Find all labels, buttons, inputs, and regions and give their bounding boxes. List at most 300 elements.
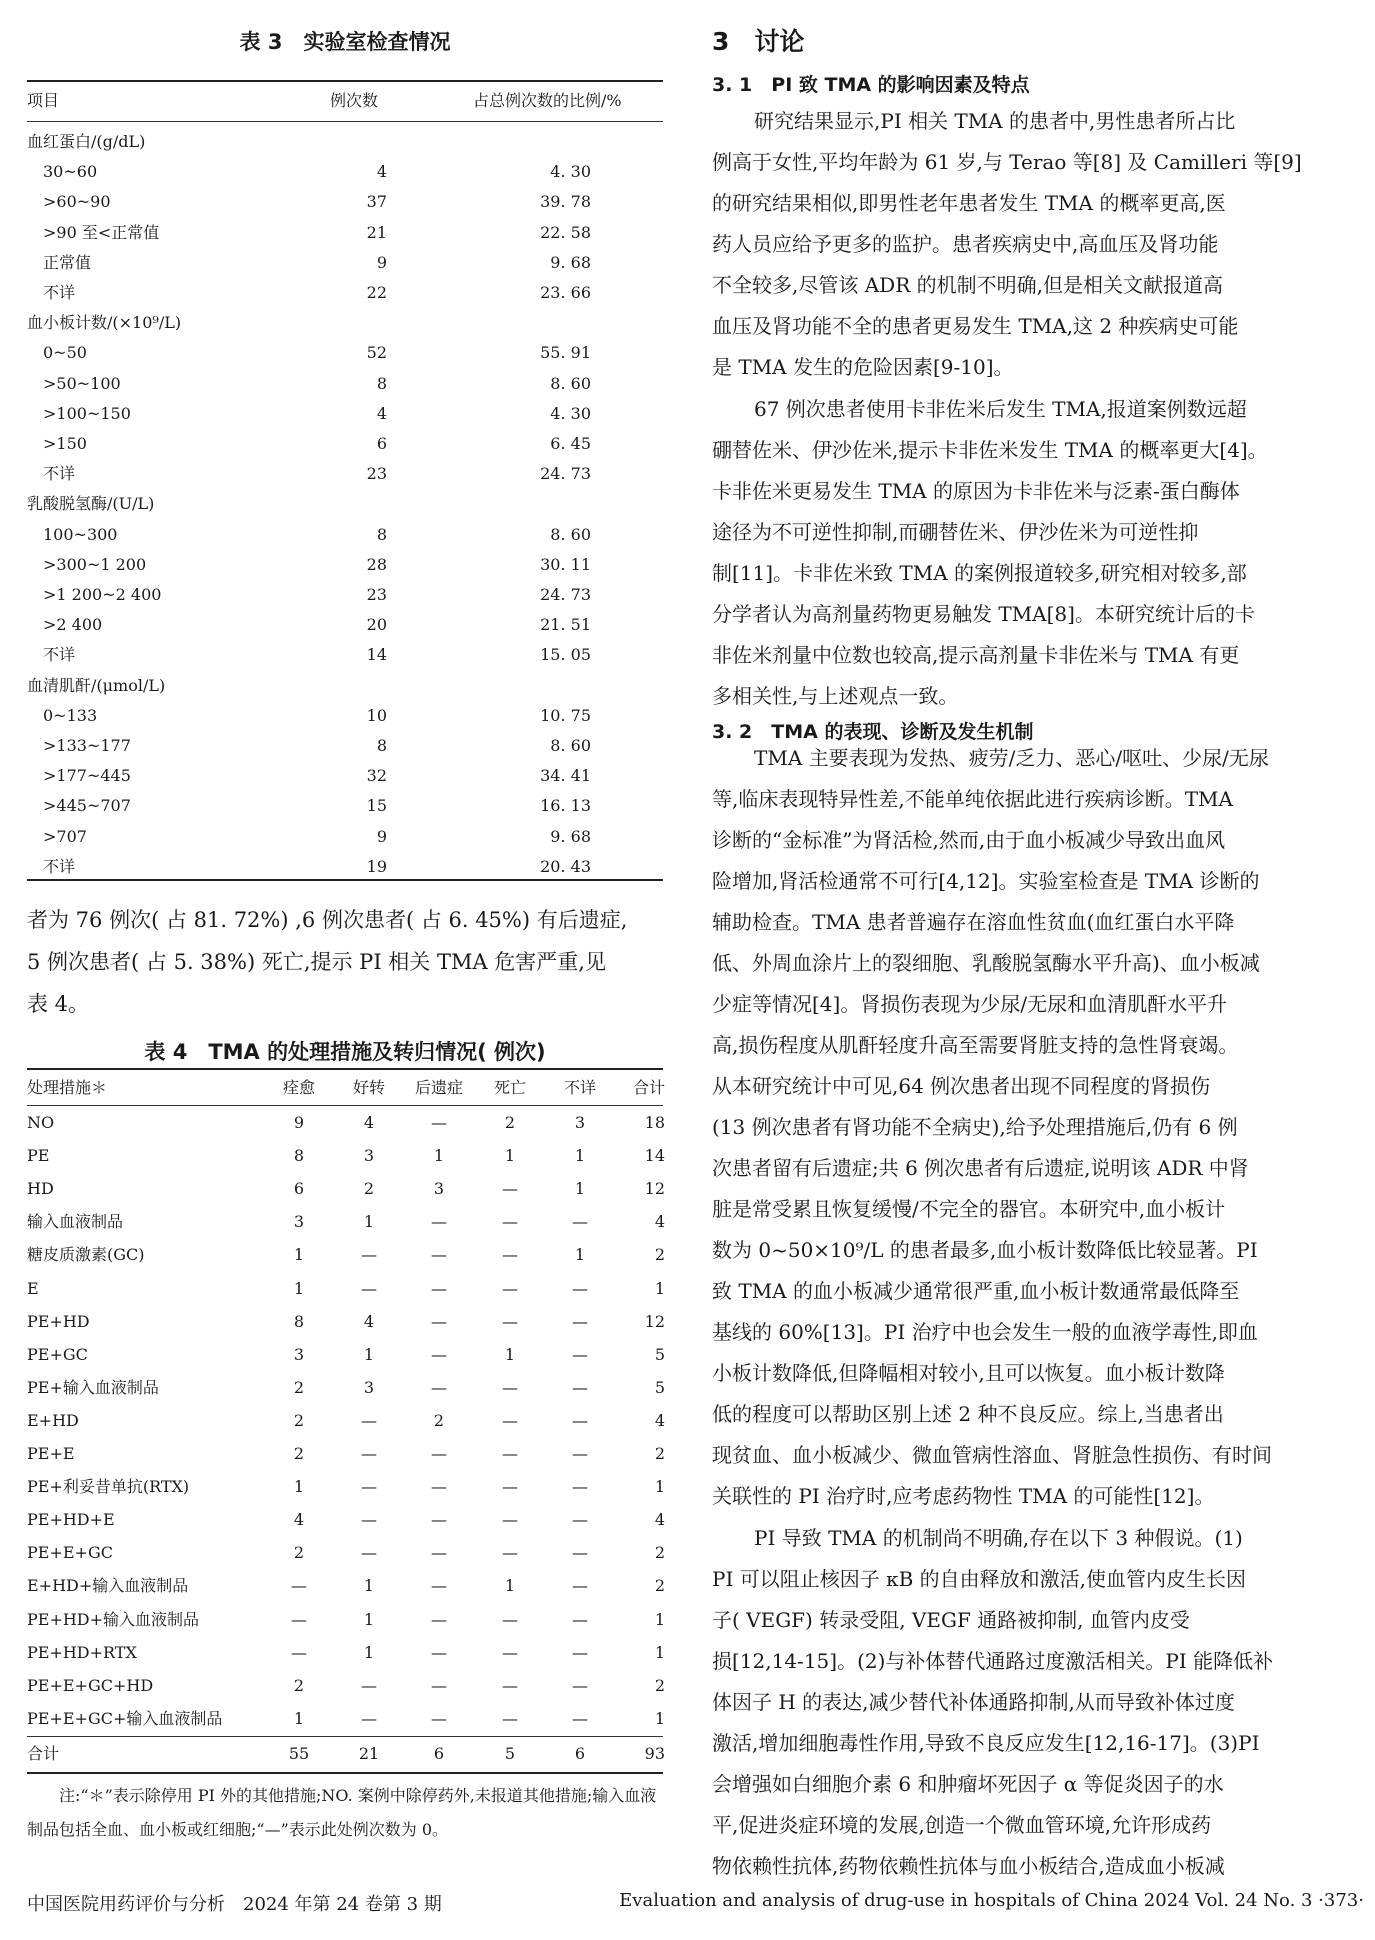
table3-count-cell: 22 bbox=[366, 283, 387, 302]
table4-value-cell: — bbox=[502, 1477, 518, 1497]
note-line: 注:“＊”表示除停用 PI 外的其他措施;NO. 案例中除停药外,未报道其他措施;输入血液 bbox=[59, 1786, 657, 1805]
table3-item-cell: >150 bbox=[43, 434, 87, 453]
paragraph-line: 基线的 60%[13]。PI 治疗中也会发生一般的血液学毒性,即血 bbox=[712, 1320, 1258, 1344]
table3-row bbox=[27, 638, 663, 672]
table4-value-cell: 4 bbox=[363, 1311, 375, 1331]
table3-item-cell: >300~1 200 bbox=[43, 554, 147, 574]
paragraph-line: 低的程度可以帮助区别上述 2 种不良反应。综上,当患者出 bbox=[712, 1402, 1224, 1426]
table4-value-cell: 14 bbox=[644, 1146, 665, 1166]
table3-group-row bbox=[27, 669, 663, 703]
table3-percent-cell: 30. 11 bbox=[540, 554, 591, 574]
paragraph-line: 高,损伤程度从肌酐轻度升高至需要肾脏支持的急性肾衰竭。 bbox=[712, 1033, 1239, 1057]
table4-value-cell: 1 bbox=[363, 1609, 375, 1629]
table4-value-cell: 5 bbox=[654, 1344, 665, 1364]
paragraph-line: 例高于女性,平均年龄为 61 岁,与 Terao 等[8] 及 Camilleri 等[9] bbox=[712, 150, 1302, 174]
table3-count-cell: 52 bbox=[366, 343, 387, 363]
paragraph-line: 不全较多,尽管该 ADR 的机制不明确,但是相关文献报道高 bbox=[712, 273, 1223, 297]
table4-title: 表 4 TMA 的处理措施及转归情况( 例次) bbox=[144, 1040, 546, 1064]
table3-item-cell: 血清肌酐/(μmol/L) bbox=[27, 675, 166, 695]
table4-value-cell: 4 bbox=[654, 1410, 665, 1430]
table3-item-cell: >177~445 bbox=[43, 766, 131, 786]
table4-value-cell: 1 bbox=[363, 1344, 375, 1364]
table4-value-cell: 6 bbox=[293, 1179, 305, 1199]
table4-value-cell: — bbox=[361, 1477, 377, 1497]
table4-value-cell: 3 bbox=[433, 1179, 445, 1199]
table3-row bbox=[27, 729, 663, 763]
paragraph-line: 现贫血、血小板减少、微血管病性溶血、肾脏急性损伤、有时间 bbox=[712, 1443, 1272, 1467]
table3-count-cell: 32 bbox=[366, 766, 387, 786]
table4-value-cell: 8 bbox=[293, 1146, 305, 1166]
paragraph-line: 5 例次患者( 占 5. 38%) 死亡,提示 PI 相关 TMA 危害严重,见 bbox=[27, 950, 606, 974]
table4-value-cell: — bbox=[572, 1278, 588, 1298]
table4-value-cell: 2 bbox=[293, 1410, 305, 1430]
table3-count-cell: 8 bbox=[376, 736, 387, 755]
table4-value-cell: 1 bbox=[504, 1146, 516, 1166]
table4-value-cell: 1 bbox=[363, 1576, 375, 1596]
table3-item-cell: >2 400 bbox=[43, 615, 103, 635]
table4-value-cell: 2 bbox=[504, 1113, 516, 1132]
table4-header-row bbox=[27, 1071, 663, 1105]
table4-value-cell: — bbox=[431, 1708, 447, 1728]
table4-value-cell: — bbox=[502, 1410, 518, 1430]
subsection-heading-3-1: 3. 1 PI 致 TMA 的影响因素及特点 bbox=[712, 74, 1030, 96]
paragraph-line: 卡非佐米更易发生 TMA 的原因为卡非佐米与泛素-蛋白酶体 bbox=[712, 479, 1240, 503]
table3-percent-cell: 22. 58 bbox=[540, 222, 591, 242]
table4-value-cell: 4 bbox=[363, 1113, 375, 1132]
results-paragraph bbox=[27, 899, 663, 1025]
table4-value-cell: — bbox=[431, 1642, 447, 1662]
table4-value-cell: 9 bbox=[293, 1113, 305, 1132]
paragraph-line: 关联性的 PI 治疗时,应考虑药物性 TMA 的可能性[12]。 bbox=[712, 1484, 1215, 1508]
table4-value-cell: 1 bbox=[654, 1708, 665, 1728]
table4-header-unknown: 不详 bbox=[563, 1078, 596, 1097]
paragraph-line: 非佐米剂量中位数也较高,提示高剂量卡非佐米与 TMA 有更 bbox=[712, 643, 1240, 667]
table3-count-cell: 10 bbox=[366, 705, 387, 725]
table4-value-cell: 1 bbox=[574, 1179, 586, 1199]
table4-value-cell: 1 bbox=[363, 1212, 375, 1232]
table3-percent-cell: 9. 68 bbox=[550, 826, 591, 846]
table3-item-cell: 100~300 bbox=[43, 524, 118, 544]
table4-value-cell: 1 bbox=[363, 1642, 375, 1662]
table4-measure-cell: PE+HD+RTX bbox=[27, 1642, 137, 1662]
table3-item-cell: 30~60 bbox=[43, 162, 98, 182]
table4-value-cell: — bbox=[431, 1543, 447, 1563]
table4-value-cell: — bbox=[361, 1543, 377, 1563]
table4-value-cell: — bbox=[572, 1212, 588, 1232]
table3-count-cell: 6 bbox=[376, 434, 387, 453]
paragraph-line: 子( VEGF) 转录受阻, VEGF 通路被抑制, 血管内皮受 bbox=[712, 1608, 1190, 1632]
table4-value-cell: 1 bbox=[574, 1245, 586, 1265]
table4-row bbox=[27, 1603, 663, 1637]
table4-row bbox=[27, 1503, 663, 1537]
table3-item-cell: >707 bbox=[43, 826, 87, 846]
table3-item-cell: 不详 bbox=[43, 645, 76, 665]
table4-row bbox=[27, 1470, 663, 1504]
table4-value-cell: — bbox=[361, 1510, 377, 1530]
table4-note bbox=[27, 1779, 663, 1847]
table4-row bbox=[27, 1636, 663, 1670]
table4-value-cell: 4 bbox=[293, 1510, 305, 1530]
paragraph-line: 物依赖性抗体,药物依赖性抗体与血小板结合,造成血小板减 bbox=[712, 1854, 1225, 1878]
paragraph-line: 低、外周血涂片上的裂细胞、乳酸脱氢酶水平升高)、血小板减 bbox=[712, 951, 1260, 975]
table4-value-cell: 2 bbox=[293, 1377, 305, 1397]
table4-value-cell: 2 bbox=[363, 1179, 375, 1199]
table3-item-cell: >50~100 bbox=[43, 373, 121, 393]
total-cell: 55 bbox=[288, 1744, 310, 1763]
table3-row bbox=[27, 246, 663, 280]
table3-percent-cell: 55. 91 bbox=[540, 343, 591, 363]
table4-value-cell: — bbox=[431, 1344, 447, 1364]
paragraph-line: 等,临床表现特异性差,不能单纯依据此进行疾病诊断。TMA bbox=[712, 787, 1233, 811]
table4-row bbox=[27, 1106, 663, 1140]
table4-value-cell: — bbox=[431, 1311, 447, 1331]
table4-header-total: 合计 bbox=[632, 1078, 665, 1097]
table4-value-cell: 18 bbox=[644, 1113, 665, 1132]
table4-value-cell: 1 bbox=[654, 1278, 665, 1298]
table4-row bbox=[27, 1437, 663, 1471]
paragraph bbox=[712, 101, 1352, 388]
table4-value-cell: 3 bbox=[363, 1146, 375, 1166]
table4-value-cell: — bbox=[502, 1510, 518, 1530]
table4-value-cell: 1 bbox=[574, 1146, 586, 1166]
table4-value-cell: — bbox=[291, 1642, 307, 1662]
paragraph-line: 硼替佐米、伊沙佐米,提示卡非佐米发生 TMA 的概率更大[4]。 bbox=[712, 438, 1268, 462]
table4-measure-cell: PE+HD+E bbox=[27, 1510, 115, 1530]
table3-group-row bbox=[27, 125, 663, 159]
paragraph bbox=[712, 738, 1352, 1517]
table4-value-cell: 3 bbox=[293, 1344, 305, 1364]
table3-item-cell: 不详 bbox=[43, 464, 76, 484]
table4-value-cell: — bbox=[572, 1609, 588, 1629]
table3-header-count: 例次数 bbox=[330, 91, 379, 110]
table4-measure-cell: 糖皮质激素(GC) bbox=[27, 1245, 145, 1265]
table3-percent-cell: 21. 51 bbox=[540, 615, 591, 635]
table3-header-item: 项目 bbox=[27, 91, 60, 110]
table3-count-cell: 19 bbox=[366, 856, 387, 876]
paragraph-line: 次患者留有后遗症;共 6 例次患者有后遗症,说明该 ADR 中肾 bbox=[712, 1156, 1249, 1180]
table4-value-cell: — bbox=[572, 1510, 588, 1530]
table3-item-cell: 血小板计数/(×10⁹/L) bbox=[27, 313, 182, 333]
table3-item-cell: 乳酸脱氢酶/(U/L) bbox=[27, 494, 155, 514]
table4-value-cell: — bbox=[502, 1245, 518, 1265]
table4-value-cell: — bbox=[431, 1675, 447, 1695]
table3-count-cell: 14 bbox=[366, 645, 387, 665]
paragraph-line: 脏是常受累且恢复缓慢/不完全的器官。本研究中,血小板计 bbox=[712, 1197, 1226, 1221]
table3-count-cell: 8 bbox=[376, 373, 387, 393]
table3-percent-cell: 8. 60 bbox=[550, 373, 591, 393]
paragraph-line: (13 例次患者有肾功能不全病史),给予处理措施后,仍有 6 例 bbox=[712, 1115, 1238, 1139]
table4-value-cell: — bbox=[361, 1444, 377, 1463]
table4-value-cell: — bbox=[572, 1311, 588, 1331]
table4-value-cell: 1 bbox=[504, 1344, 516, 1364]
table3-percent-cell: 16. 13 bbox=[540, 796, 591, 816]
table4-row bbox=[27, 1139, 663, 1173]
paragraph-line: 67 例次患者使用卡非佐米后发生 TMA,报道案例数远超 bbox=[754, 397, 1247, 421]
table3-header-percent: 占总例次数的比例/% bbox=[473, 91, 622, 110]
table4-bottom-rule bbox=[27, 1772, 663, 1774]
table4-header-improved: 好转 bbox=[352, 1078, 385, 1097]
table4-value-cell: 1 bbox=[504, 1576, 516, 1596]
table4-value-cell: 2 bbox=[293, 1543, 305, 1563]
paragraph-line: 险增加,肾活检通常不可行[4,12]。实验室检查是 TMA 诊断的 bbox=[712, 869, 1260, 893]
total-label: 合计 bbox=[27, 1744, 60, 1763]
table4-measure-cell: PE+利妥昔单抗(RTX) bbox=[27, 1477, 190, 1497]
table3-row bbox=[27, 276, 663, 310]
table4-value-cell: 3 bbox=[574, 1113, 586, 1132]
table3-row bbox=[27, 427, 663, 461]
table4-measure-cell: PE+E+GC+HD bbox=[27, 1675, 154, 1695]
paragraph-line: 从本研究统计中可见,64 例次患者出现不同程度的肾损伤 bbox=[712, 1074, 1211, 1098]
table3-row bbox=[27, 155, 663, 189]
table3-percent-cell: 10. 75 bbox=[540, 705, 591, 725]
table4-value-cell: 1 bbox=[654, 1609, 665, 1629]
table4-value-cell: 2 bbox=[654, 1576, 665, 1596]
table3-row bbox=[27, 336, 663, 370]
paragraph-line: 研究结果显示,PI 相关 TMA 的患者中,男性患者所占比 bbox=[754, 109, 1236, 133]
table4-row bbox=[27, 1272, 663, 1306]
table3-row bbox=[27, 789, 663, 823]
table4-value-cell: — bbox=[502, 1609, 518, 1629]
table4-measure-cell: E+HD bbox=[27, 1410, 79, 1430]
table4-value-cell: 4 bbox=[654, 1212, 665, 1232]
journal-footer-cn: 中国医院用药评价与分析 2024 年第 24 卷第 3 期 bbox=[27, 1894, 442, 1915]
table3-percent-cell: 6. 45 bbox=[550, 434, 591, 453]
table3-count-cell: 20 bbox=[366, 615, 387, 635]
table4-value-cell: — bbox=[572, 1675, 588, 1695]
table3-header-rule bbox=[27, 121, 663, 122]
table4-value-cell: — bbox=[572, 1477, 588, 1497]
paragraph-line: 者为 76 例次( 占 81. 72%) ,6 例次患者( 占 6. 45%) 有后遗症, bbox=[27, 908, 628, 932]
table4-value-cell: 2 bbox=[654, 1543, 665, 1563]
table4-value-cell: — bbox=[572, 1444, 588, 1463]
paragraph-line: PI 可以阻止核因子 κB 的自由释放和激活,使血管内皮生长因 bbox=[712, 1567, 1246, 1591]
table4-value-cell: 1 bbox=[433, 1146, 445, 1166]
table4-measure-cell: PE+E+GC bbox=[27, 1543, 113, 1563]
table4-value-cell: — bbox=[361, 1245, 377, 1265]
table4-measure-cell: PE+E+GC+输入血液制品 bbox=[27, 1708, 223, 1728]
table4-value-cell: — bbox=[291, 1609, 307, 1629]
table4-value-cell: 1 bbox=[293, 1245, 305, 1265]
note-line: 制品包括全血、血小板或红细胞;“—”表示此处例次数为 0。 bbox=[27, 1820, 449, 1839]
table3-percent-cell: 4. 30 bbox=[550, 403, 591, 423]
table4-value-cell: — bbox=[502, 1444, 518, 1463]
total-cell: 6 bbox=[574, 1744, 586, 1763]
table3-item-cell: >445~707 bbox=[43, 796, 131, 816]
paragraph-line: 致 TMA 的血小板减少通常很严重,血小板计数通常最低降至 bbox=[712, 1279, 1240, 1303]
table4-value-cell: 2 bbox=[654, 1245, 665, 1265]
table4-value-cell: — bbox=[502, 1311, 518, 1331]
paragraph-line: 会增强如白细胞介素 6 和肿瘤坏死因子 α 等促炎因子的水 bbox=[712, 1772, 1224, 1796]
table4-measure-cell: PE+HD+输入血液制品 bbox=[27, 1609, 200, 1629]
table3-percent-cell: 24. 73 bbox=[540, 585, 591, 604]
table3-item-cell: 血红蛋白/(g/dL) bbox=[27, 132, 146, 151]
paragraph-line: 数为 0~50×10⁹/L 的患者最多,血小板计数降低比较显著。PI bbox=[712, 1238, 1258, 1262]
table4-measure-cell: PE+E bbox=[27, 1444, 75, 1463]
paragraph-line: 是 TMA 发生的危险因素[9-10]。 bbox=[712, 355, 1014, 379]
table4-value-cell: — bbox=[572, 1410, 588, 1430]
table4-value-cell: 2 bbox=[654, 1675, 665, 1695]
table4-measure-cell: PE bbox=[27, 1146, 50, 1166]
paragraph-line: PI 导致 TMA 的机制尚不明确,存在以下 3 种假说。(1) bbox=[754, 1526, 1243, 1550]
table4-value-cell: — bbox=[431, 1245, 447, 1265]
table4-value-cell: — bbox=[361, 1708, 377, 1728]
table4-value-cell: — bbox=[502, 1675, 518, 1695]
table3-item-cell: 不详 bbox=[43, 856, 76, 876]
table4-value-cell: 1 bbox=[654, 1477, 665, 1497]
table4-value-cell: — bbox=[502, 1543, 518, 1563]
paragraph-line: 辅助检查。TMA 患者普遍存在溶血性贫血(血红蛋白水平降 bbox=[712, 910, 1235, 934]
table4-value-cell: — bbox=[572, 1708, 588, 1728]
table4-value-cell: — bbox=[431, 1278, 447, 1298]
paragraph-line: 少症等情况[4]。肾损伤表现为少尿/无尿和血清肌酐水平升 bbox=[712, 992, 1228, 1016]
table4-value-cell: — bbox=[572, 1576, 588, 1596]
table3-item-cell: 不详 bbox=[43, 283, 76, 302]
table3-percent-cell: 4. 30 bbox=[550, 162, 591, 182]
table4-measure-cell: PE+HD bbox=[27, 1311, 90, 1331]
table4-value-cell: 3 bbox=[363, 1377, 375, 1397]
table3-item-cell: >1 200~2 400 bbox=[43, 585, 162, 604]
paragraph-line: 激活,增加细胞毒性作用,导致不良反应发生[12,16-17]。(3)PI bbox=[712, 1731, 1260, 1755]
table3-percent-cell: 23. 66 bbox=[540, 283, 591, 302]
paragraph-line: 平,促进炎症环境的发展,创造一个微血管环境,允许形成药 bbox=[712, 1813, 1212, 1837]
table4-measure-cell: PE+输入血液制品 bbox=[27, 1377, 159, 1397]
table3-count-cell: 9 bbox=[376, 826, 387, 846]
table3-item-cell: >90 至<正常值 bbox=[43, 222, 160, 242]
table4-row bbox=[27, 1536, 663, 1570]
table3-percent-cell: 8. 60 bbox=[550, 524, 591, 544]
table3-row bbox=[27, 518, 663, 552]
table3-row bbox=[27, 759, 663, 793]
table4-row bbox=[27, 1404, 663, 1438]
table4-measure-cell: NO bbox=[27, 1113, 55, 1132]
table4-row bbox=[27, 1172, 663, 1206]
table4-value-cell: 12 bbox=[644, 1179, 665, 1199]
table4-value-cell: 2 bbox=[654, 1444, 665, 1463]
table3-group-row bbox=[27, 306, 663, 340]
table4-measure-cell: HD bbox=[27, 1179, 54, 1199]
table4-value-cell: — bbox=[431, 1212, 447, 1232]
table3-percent-cell: 20. 43 bbox=[540, 856, 591, 876]
paragraph-line: 的研究结果相似,即男性老年患者发生 TMA 的概率更高,医 bbox=[712, 191, 1226, 215]
table4-row bbox=[27, 1305, 663, 1339]
table4-row bbox=[27, 1669, 663, 1703]
table3-item-cell: 正常值 bbox=[43, 252, 92, 272]
table4-value-cell: — bbox=[502, 1179, 518, 1199]
table4-value-cell: 12 bbox=[644, 1311, 665, 1331]
table4-value-cell: — bbox=[431, 1113, 447, 1132]
paragraph-line: 药人员应给予更多的监护。患者疾病史中,高血压及肾功能 bbox=[712, 232, 1219, 256]
table4-value-cell: — bbox=[572, 1344, 588, 1364]
table3-count-cell: 21 bbox=[366, 222, 387, 242]
table3-count-cell: 23 bbox=[366, 585, 387, 604]
table4-measure-cell: E bbox=[27, 1278, 39, 1298]
table4-value-cell: 2 bbox=[433, 1410, 445, 1430]
table4-value-cell: — bbox=[502, 1377, 518, 1397]
table4-value-cell: — bbox=[431, 1576, 447, 1596]
table3-row bbox=[27, 820, 663, 854]
table4-value-cell: — bbox=[502, 1278, 518, 1298]
table3-count-cell: 4 bbox=[376, 403, 387, 423]
table4-value-cell: 8 bbox=[293, 1311, 305, 1331]
paragraph-line: 途径为不可逆性抑制,而硼替佐米、伊沙佐米为可逆性抑 bbox=[712, 520, 1199, 544]
table4-value-cell: 4 bbox=[654, 1510, 665, 1530]
table3-percent-cell: 24. 73 bbox=[540, 464, 591, 484]
total-cell: 6 bbox=[433, 1744, 445, 1763]
table3-item-cell: 0~50 bbox=[43, 343, 87, 363]
table4-value-cell: — bbox=[431, 1477, 447, 1497]
table4-row bbox=[27, 1338, 663, 1372]
table3-title: 表 3 实验室检查情况 bbox=[239, 30, 451, 54]
table3-count-cell: 9 bbox=[376, 252, 387, 272]
table4-row bbox=[27, 1702, 663, 1736]
total-cell: 5 bbox=[504, 1744, 516, 1763]
table3-row bbox=[27, 367, 663, 401]
table3-item-cell: >60~90 bbox=[43, 192, 111, 212]
section-heading: 3 讨论 bbox=[712, 27, 805, 56]
table4-value-cell: — bbox=[361, 1278, 377, 1298]
table3-row bbox=[27, 185, 663, 219]
paragraph bbox=[712, 389, 1352, 717]
table3-row bbox=[27, 578, 663, 612]
table3-count-cell: 28 bbox=[366, 554, 387, 574]
table3-item-cell: >100~150 bbox=[43, 403, 131, 423]
table3-percent-cell: 8. 60 bbox=[550, 736, 591, 755]
table4-total-row bbox=[27, 1737, 663, 1771]
table3-row bbox=[27, 397, 663, 431]
paragraph-line: 分学者认为高剂量药物更易触发 TMA[8]。本研究统计后的卡 bbox=[712, 602, 1255, 626]
table4-measure-cell: PE+GC bbox=[27, 1344, 88, 1364]
table4-value-cell: — bbox=[361, 1410, 377, 1430]
table4-value-cell: 1 bbox=[654, 1642, 665, 1662]
table3-count-cell: 23 bbox=[366, 464, 387, 484]
table3-group-row bbox=[27, 487, 663, 521]
table4-value-cell: 2 bbox=[293, 1675, 305, 1695]
table3-row bbox=[27, 608, 663, 642]
table3-percent-cell: 15. 05 bbox=[540, 645, 591, 665]
total-cell: 21 bbox=[358, 1744, 380, 1763]
table4-row bbox=[27, 1205, 663, 1239]
table4-value-cell: 2 bbox=[293, 1444, 305, 1463]
table4-value-cell: 1 bbox=[293, 1708, 305, 1728]
table3-count-cell: 8 bbox=[376, 524, 387, 544]
table3-item-cell: 0~133 bbox=[43, 705, 98, 725]
paragraph-line: TMA 主要表现为发热、疲劳/乏力、恶心/呕吐、少尿/无尿 bbox=[754, 746, 1269, 770]
table3-percent-cell: 39. 78 bbox=[540, 192, 591, 212]
table4-top-rule bbox=[27, 1068, 663, 1070]
table4-row bbox=[27, 1238, 663, 1272]
table4-value-cell: — bbox=[361, 1675, 377, 1695]
paragraph bbox=[712, 1518, 1352, 1887]
table4-row bbox=[27, 1371, 663, 1405]
paragraph-line: 表 4。 bbox=[27, 992, 90, 1016]
paragraph-line: 诊断的“金标准”为肾活检,然而,由于血小板减少导致出血风 bbox=[712, 828, 1226, 852]
table3-header-row bbox=[27, 84, 663, 118]
table4-value-cell: — bbox=[431, 1609, 447, 1629]
table4-measure-cell: E+HD+输入血液制品 bbox=[27, 1576, 189, 1596]
total-cell: 93 bbox=[644, 1744, 665, 1763]
table4-header-sequelae: 后遗症 bbox=[414, 1078, 463, 1097]
table4-value-cell: — bbox=[572, 1377, 588, 1397]
table4-value-cell: 5 bbox=[654, 1377, 665, 1397]
table4-value-cell: — bbox=[431, 1377, 447, 1397]
table3-percent-cell: 9. 68 bbox=[550, 252, 591, 272]
table3-count-cell: 37 bbox=[366, 192, 387, 212]
table4-value-cell: — bbox=[502, 1708, 518, 1728]
table3-bottom-rule bbox=[27, 879, 663, 881]
table4-value-cell: — bbox=[502, 1212, 518, 1232]
table4-value-cell: — bbox=[431, 1510, 447, 1530]
table4-value-cell: — bbox=[502, 1642, 518, 1662]
